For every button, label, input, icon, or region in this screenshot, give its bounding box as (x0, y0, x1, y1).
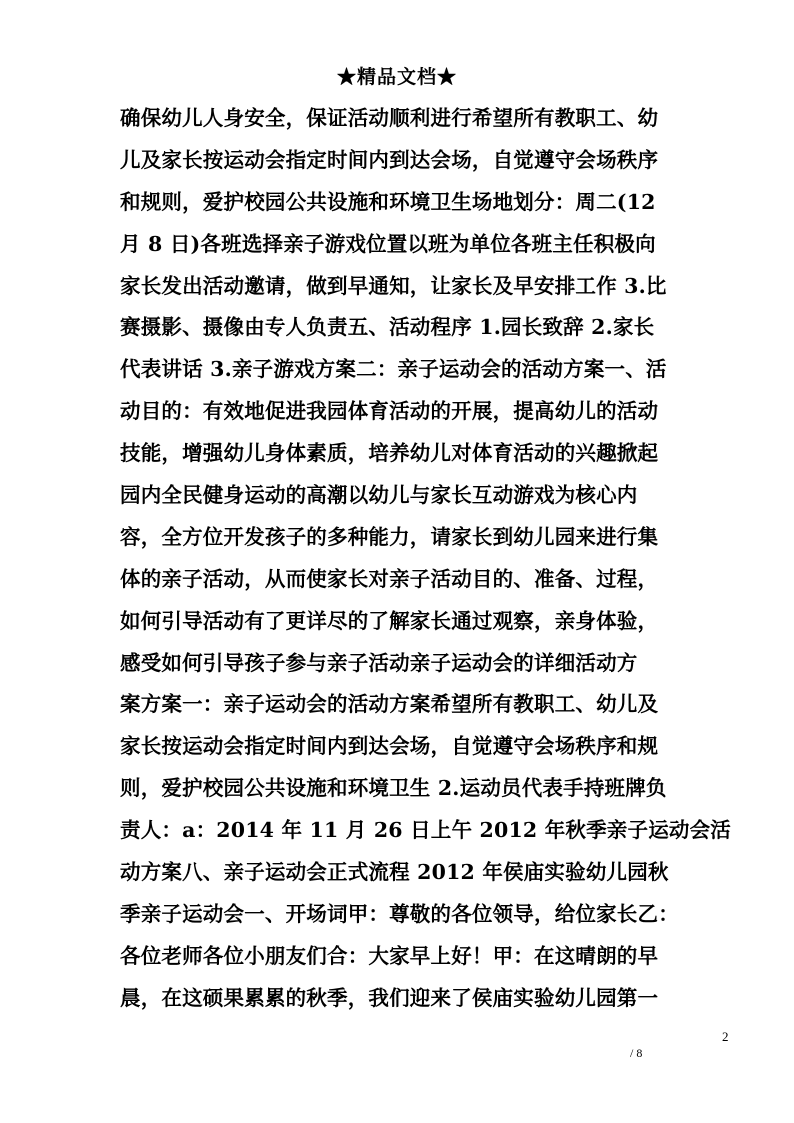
text-line: 晨，在这硕果累累的秋季，我们迎来了侯庙实验幼儿园第一 (120, 985, 659, 1010)
text-line: 如何引导活动有了更详尽的了解家长通过观察，亲身体验， (120, 608, 659, 633)
page-total: / 8 (630, 1046, 643, 1060)
text-line: 动目的：有效地促进我园体育活动的开展，提高幼儿的活动 (120, 399, 659, 424)
document-body (120, 98, 732, 1020)
text-line: 技能，增强幼儿身体素质，培养幼儿对体育活动的兴趣掀起 (120, 441, 659, 466)
text-line: 感受如何引导孩子参与亲子活动亲子运动会的详细活动方 (120, 650, 638, 675)
text-line: 和规则，爱护校园公共设施和环境卫生场地划分：周二(12 (120, 189, 656, 214)
page-number: 2 (722, 1029, 729, 1044)
text-line: 园内全民健身运动的高潮以幼儿与家长互动游戏为核心内 (120, 483, 638, 508)
text-line: 各位老师各位小朋友们合：大家早上好！甲：在这晴朗的早 (120, 943, 659, 968)
text-line: 则，爱护校园公共设施和环境卫生 2.运动员代表手持班牌负 (120, 776, 667, 801)
text-line: 体的亲子活动，从而使家长对亲子活动目的、准备、过程， (120, 566, 659, 591)
text-line: 家长发出活动邀请，做到早通知，让家长及早安排工作 3.比 (120, 273, 667, 298)
page-header-title: ★精品文档★ (336, 66, 457, 88)
text-line: 季亲子运动会一、开场词甲：尊敬的各位领导，给位家长乙： (120, 901, 679, 926)
text-line: 责人：a：2014 年 11 月 26 日上午 2012 年秋季亲子运动会活 (120, 818, 732, 843)
text-line: 代表讲话 3.亲子游戏方案二：亲子运动会的活动方案一、活 (120, 357, 667, 382)
text-line: 确保幼儿人身安全，保证活动顺利进行希望所有教职工、幼 (120, 106, 659, 130)
text-line: 月 8 日)各班选择亲子游戏位置以班为单位各班主任积极向 (120, 231, 656, 256)
text-line: 儿及家长按运动会指定时间内到达会场，自觉遵守会场秩序 (120, 147, 659, 172)
text-line: 动方案八、亲子运动会正式流程 2012 年侯庙实验幼儿园秋 (120, 860, 669, 885)
text-line: 容，全方位开发孩子的多种能力，请家长到幼儿园来进行集 (120, 524, 659, 549)
text-line: 案方案一：亲子运动会的活动方案希望所有教职工、幼儿及 (120, 692, 659, 717)
text-line: 赛摄影、摄像由专人负责五、活动程序 1.园长致辞 2.家长 (120, 315, 655, 340)
text-line: 家长按运动会指定时间内到达会场，自觉遵守会场秩序和规 (120, 734, 659, 759)
